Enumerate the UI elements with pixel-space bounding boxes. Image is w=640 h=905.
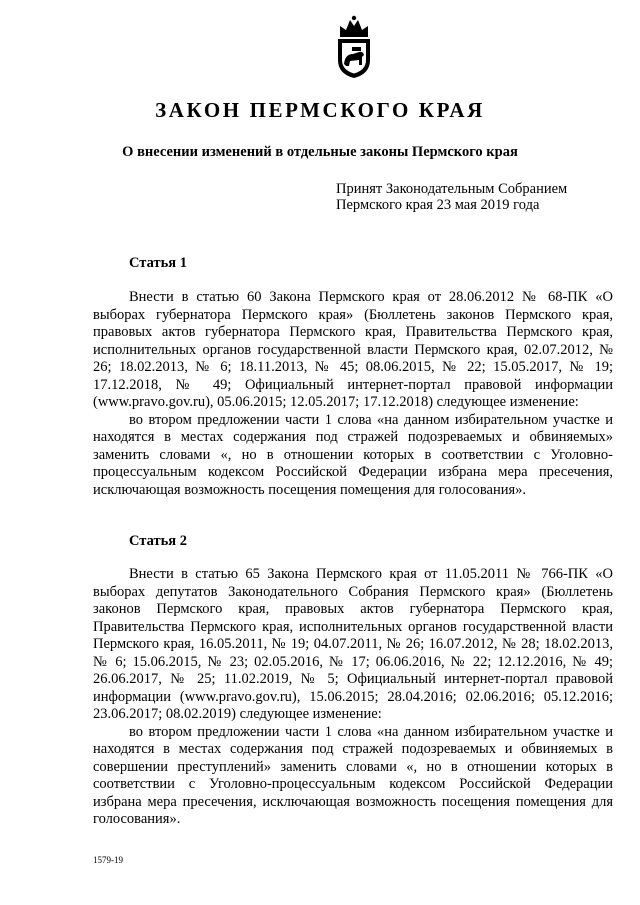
article-1-heading: Статья 1 <box>129 255 187 271</box>
article-2-paragraph-2: во втором предложении части 1 слова «на данном избирательном участке и находятся в местах содержания под стражей подозреваемых и обвиняемых в совершении преступлений» заменить словами «, но в отношении которых в соответствии с Уголовно-процессуальным кодексом Российской Федерации избрана мера пресечения, исключающая возможность посещения помещения для голосования». <box>93 723 613 827</box>
adoption-line-1: Принят Законодательным Собранием <box>336 181 568 197</box>
document-code: 1579-19 <box>93 855 123 865</box>
article-2-paragraph-1: Внести в статью 65 Закона Пермского края от 11.05.2011 № 766-ПК «О выборах депутатов Законодательного Собрания Пермского края» (Бюллетень законов Пермского края, правовых актов губернатора Пермского края, Правительства Пермского края, исполнительных органов государственной власти Пермского края, 16.05.2011, № 19; 04.07.2011, № 26; 16.07.2012, № 28; 18.02.2013, № 6; 15.06.2015, № 23; 02.05.2016, № 17; 06.06.2016, № 22; 12.12.2016, № 49; 26.06.2017, № 25; 11.02.2019, № 5; Официальный интернет-портал правовой информации (www.pravo.gov.ru), 15.06.2015; 28.04.2016; 02.06.2016; 05.12.2016; 23.06.2017; 08.02.2019) следующее изменение: <box>93 566 613 722</box>
article-2-body <box>93 566 613 829</box>
article-2-heading: Статья 2 <box>129 533 187 549</box>
coat-of-arms-icon <box>332 14 376 80</box>
article-1-paragraph-1: Внести в статью 60 Закона Пермского края от 28.06.2012 № 68-ПК «О выборах губернатора Пермского края» (Бюллетень законов Пермского края, правовых актов губернатора Пермского края, Правительства Пермского края, исполнительных органов государственной власти Пермского края, 02.07.2012, № 26; 18.02.2013, № 6; 18.11.2013, № 45; 08.06.2015, № 22; 15.05.2017, № 19; 17.12.2018, № 49; Официальный интернет-портал правовой информации (www.pravo.gov.ru), 05.06.2015; 12.05.2017; 17.12.2018) следующее изменение: <box>93 289 613 410</box>
article-1-paragraph-2: во втором предложении части 1 слова «на данном избирательном участке и находятся в местах содержания под стражей подозреваемых и обвиняемых» заменить словами «, но в отношении которых в соответствии с Уголовно-процессуальным кодексом Российской Федерации избрана мера пресечения, исключающая возможность посещения помещения для голосования». <box>93 411 613 498</box>
article-1-body <box>93 289 613 499</box>
adoption-note <box>336 181 567 213</box>
law-title: ЗАКОН ПЕРМСКОГО КРАЯ <box>155 98 485 122</box>
adoption-line-2: Пермского края 23 мая 2019 года <box>336 197 540 213</box>
law-subtitle: О внесении изменений в отдельные законы Пермского края <box>122 144 518 160</box>
